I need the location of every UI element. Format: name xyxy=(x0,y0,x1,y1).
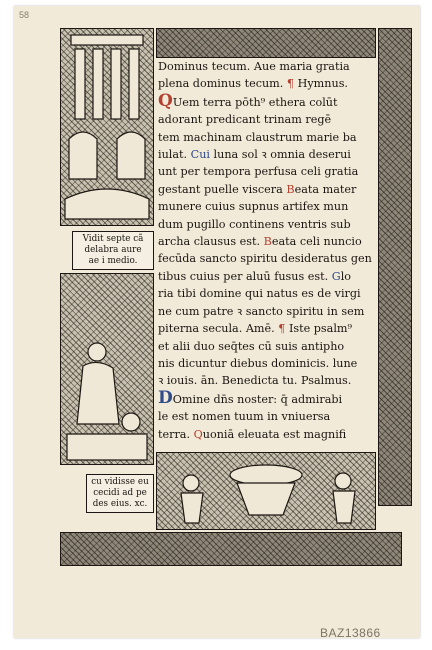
rubric-segment: ¶ xyxy=(278,322,289,336)
caption-bottom-line: cu vidisse eu xyxy=(91,477,149,487)
text-segment: piterna secula. Amē. xyxy=(158,322,279,336)
text-segment: Dominus tecum. Aue maria gratia xyxy=(158,60,350,73)
right-border-woodcut xyxy=(378,28,412,506)
text-line xyxy=(158,75,374,92)
text-line xyxy=(158,250,374,267)
caption-bottom xyxy=(86,474,154,513)
text-line xyxy=(158,285,374,302)
text-segment: gestant puelle viscera xyxy=(158,182,287,196)
putti-fountain-illustration xyxy=(157,453,375,529)
text-line xyxy=(158,181,374,198)
text-line xyxy=(158,338,374,355)
kneeling-figure-woodcut xyxy=(60,273,154,465)
text-segment: Omine dn̄s noster: q̄ admirabi xyxy=(172,392,343,406)
text-segment: tibus cuius per aluū fusus est. xyxy=(158,269,332,283)
text-segment: uoniā eleuata est magnifi xyxy=(202,427,347,441)
rubric-segment: Q xyxy=(193,427,203,441)
caption-bottom-line: des eius. xc. xyxy=(92,499,148,509)
text-line xyxy=(158,129,374,146)
rubric-segment: G xyxy=(331,269,341,283)
text-line xyxy=(158,198,374,215)
text-line xyxy=(158,163,374,180)
text-segment: plena dominus tecum. xyxy=(158,77,287,91)
text-segment: iulat. xyxy=(158,148,191,162)
text-line xyxy=(158,93,374,111)
text-segment: tem machinam claustrum marie ba xyxy=(158,130,357,144)
text-segment: Iste psalm⁹ xyxy=(288,322,353,336)
text-line xyxy=(158,216,374,233)
text-segment: lo xyxy=(340,269,352,283)
rubric-segment: B xyxy=(286,182,295,196)
bottom-woodcut-scene xyxy=(156,452,376,530)
caption-top-line: Vidit septe cã xyxy=(82,234,144,244)
text-segment: luna sol ꝛ omnia deserui xyxy=(209,148,351,162)
text-segment: eata mater xyxy=(294,182,357,196)
text-line xyxy=(158,233,374,250)
rubric-segment: D xyxy=(158,389,173,408)
text-segment: archa clausus est. xyxy=(158,235,264,249)
text-segment: terra. xyxy=(158,427,194,441)
text-segment: ꝛ iouis. ān. Benedicta tu. Psalmus. xyxy=(158,374,352,388)
text-segment: fecūda sancto spiritu desideratus gen xyxy=(158,252,372,266)
kneeling-figure-illustration xyxy=(61,274,153,464)
rubric-segment: Cui xyxy=(190,148,210,162)
text-line xyxy=(158,320,374,337)
hymn-text-block xyxy=(158,58,374,443)
text-segment: ria tibi domine qui natus es de virgi xyxy=(158,287,361,301)
inventory-pencil-note: BAZ13866 xyxy=(320,626,381,640)
text-segment: unt per tempora perfusa celi gratia xyxy=(158,165,359,179)
caption-top-line: delabra aure xyxy=(84,245,142,255)
rubric-segment: ¶ xyxy=(286,77,298,91)
rubric-segment: B xyxy=(263,235,272,249)
text-segment: Hymnus. xyxy=(297,77,348,91)
text-line xyxy=(158,355,374,372)
rubric-segment: Q xyxy=(158,92,173,111)
top-border-woodcut xyxy=(156,28,376,58)
caption-bottom-line: cecidi ad pe xyxy=(93,488,147,498)
caption-top xyxy=(72,231,154,270)
text-line xyxy=(158,390,374,408)
text-line xyxy=(158,58,374,75)
text-segment: Uem terra pōth⁹ ethera colūt xyxy=(172,95,338,109)
text-segment: et alii duo seq̄tes cū suis antipho xyxy=(158,339,345,353)
bottom-border-woodcut xyxy=(60,532,402,566)
candelabra-illustration xyxy=(61,29,153,225)
text-line xyxy=(158,111,374,128)
text-line xyxy=(158,426,374,443)
caption-top-line: ae i medio. xyxy=(88,256,138,266)
text-line xyxy=(158,303,374,320)
text-segment: nis dicuntur diebus dominicis. lune xyxy=(158,356,358,370)
folio-number: 58 xyxy=(19,10,30,20)
text-line xyxy=(158,146,374,163)
text-segment: eata celi nuncio xyxy=(271,235,362,249)
text-line xyxy=(158,372,374,389)
text-segment: ne cum patre ꝛ sancto spiritu in sem xyxy=(158,304,365,318)
text-line xyxy=(158,408,374,425)
candelabra-woodcut xyxy=(60,28,154,226)
text-segment: le est nomen tuum in vniuersa xyxy=(158,410,331,424)
text-segment: dum pugillo continens ventris sub xyxy=(158,217,351,231)
text-segment: adorant predicant trinam regē xyxy=(158,113,332,127)
text-segment: munere cuius supnus artifex mun xyxy=(158,200,349,214)
text-line xyxy=(158,268,374,285)
